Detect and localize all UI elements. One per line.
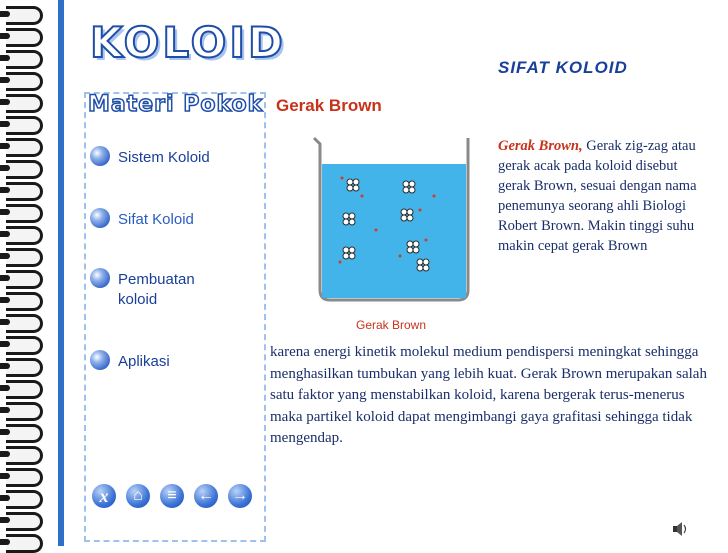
sidebar-item-label: Sistem Koloid (118, 149, 210, 166)
binding-ring (6, 116, 43, 135)
bullet-icon (90, 350, 110, 370)
binding-ring (6, 204, 43, 223)
binding-ring (6, 358, 43, 377)
sidebar-title: Materi Pokok (88, 92, 264, 117)
sidebar-item-sifat-koloid[interactable] (90, 210, 194, 230)
arrow-right-icon: → (232, 487, 248, 504)
sidebar-item-aplikasi[interactable] (90, 352, 170, 372)
binding-ring (6, 424, 43, 443)
app-title: KOLOID (90, 18, 286, 67)
binding-ring (6, 292, 43, 311)
beaker-svg (306, 130, 478, 306)
section-title: SIFAT KOLOID (498, 58, 628, 77)
side-lead: Gerak Brown, (498, 138, 583, 154)
binding-ring (6, 314, 43, 333)
sidebar-item-label: Aplikasi (118, 353, 170, 370)
arrow-left-icon: ← (198, 487, 214, 504)
exit-icon: x (99, 485, 109, 506)
binding-ring (6, 6, 43, 25)
map-icon: ≡ (167, 487, 177, 504)
side-text: Gerak zig-zag atau gerak acak pada koloid disebut gerak Brown, sesuai dengan nama penemunya seorang ahli Biologi Robert Brown. Makin tinggi suhu makin cepat gerak Brown (498, 138, 697, 254)
binding-ring (6, 94, 43, 113)
binding-ring (6, 336, 43, 355)
home-icon: ⌂ (133, 487, 143, 504)
liquid (322, 164, 466, 298)
binding-ring (6, 270, 43, 289)
figure-caption: Gerak Brown (356, 318, 427, 332)
panel-edge (58, 0, 64, 546)
binding-ring (6, 226, 43, 245)
notebook-spine (0, 0, 58, 546)
binding-ring (6, 380, 43, 399)
sidebar-item-label: Sifat Koloid (118, 211, 194, 228)
binding-ring (6, 160, 43, 179)
speaker-icon[interactable] (672, 520, 688, 538)
map-button[interactable] (160, 484, 184, 508)
binding-ring (6, 512, 43, 531)
binding-ring (6, 72, 43, 91)
bullet-icon (90, 268, 110, 288)
binding-ring (6, 446, 43, 465)
binding-ring (6, 490, 43, 509)
sidebar-item-label: Pembuatan koloid (118, 271, 195, 308)
binding-ring (6, 138, 43, 157)
side-description (498, 136, 698, 256)
binding-ring (6, 468, 43, 487)
binding-ring (6, 28, 43, 47)
previous-button[interactable] (194, 484, 218, 508)
body-paragraph: karena energi kinetik molekul medium pendispersi meningkat sehingga menghasilkan tumbukan yang lebih kuat. Gerak Brown merupakan salah satu faktor yang menstabilkan koloid, karena bergerak terus-menerus maka partikel koloid dapat mengimbangi gaya grafitasi sehingga tidak mengendap. (270, 344, 707, 446)
bullet-icon (90, 146, 110, 166)
binding-ring (6, 248, 43, 267)
sidebar-item-sistem-koloid[interactable] (90, 148, 210, 168)
page-subtitle: Gerak Brown (276, 96, 382, 115)
exit-button[interactable] (92, 484, 116, 508)
binding-ring (6, 534, 43, 553)
binding-ring (6, 402, 43, 421)
binding-ring (6, 182, 43, 201)
bullet-icon (90, 208, 110, 228)
beaker-illustration (306, 130, 478, 306)
next-button[interactable] (228, 484, 252, 508)
binding-ring (6, 50, 43, 69)
home-button[interactable] (126, 484, 150, 508)
sidebar-item-pembuatan-koloid[interactable] (90, 270, 228, 310)
